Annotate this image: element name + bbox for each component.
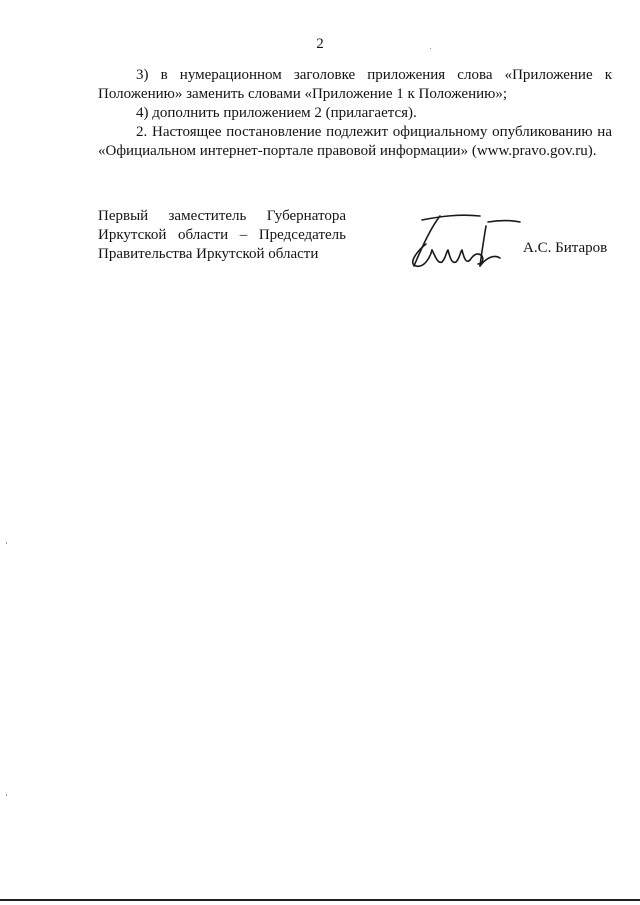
document-body [98, 66, 612, 161]
page-number: 2 [316, 36, 324, 52]
signer-title-line: Первый заместитель Губернатора [98, 208, 346, 224]
paragraph-amendment-4: 4) дополнить приложением 2 (прилагается). [136, 105, 417, 121]
signer-title-line: Иркутской области – Председатель [98, 227, 346, 243]
handwritten-signature [402, 208, 526, 274]
signer-title-line: Правительства Иркутской области [98, 246, 319, 262]
scan-speck [6, 794, 7, 796]
paragraph-amendment-3: 3) в нумерационном заголовке приложения слова «Приложение к Положению» заменить словами «Приложение 1 к Положению»; [98, 67, 612, 102]
signer-title [98, 207, 346, 264]
signer-name: А.С. Битаров [523, 240, 608, 256]
paragraph-publication: 2. Настоящее постановление подлежит официальному опубликованию на «Официальном интернет-портале правовой информации» (www.pravo.gov.ru). [98, 124, 612, 159]
scan-speck [430, 48, 431, 49]
scan-speck [6, 542, 7, 544]
bottom-edge-line [0, 899, 640, 901]
